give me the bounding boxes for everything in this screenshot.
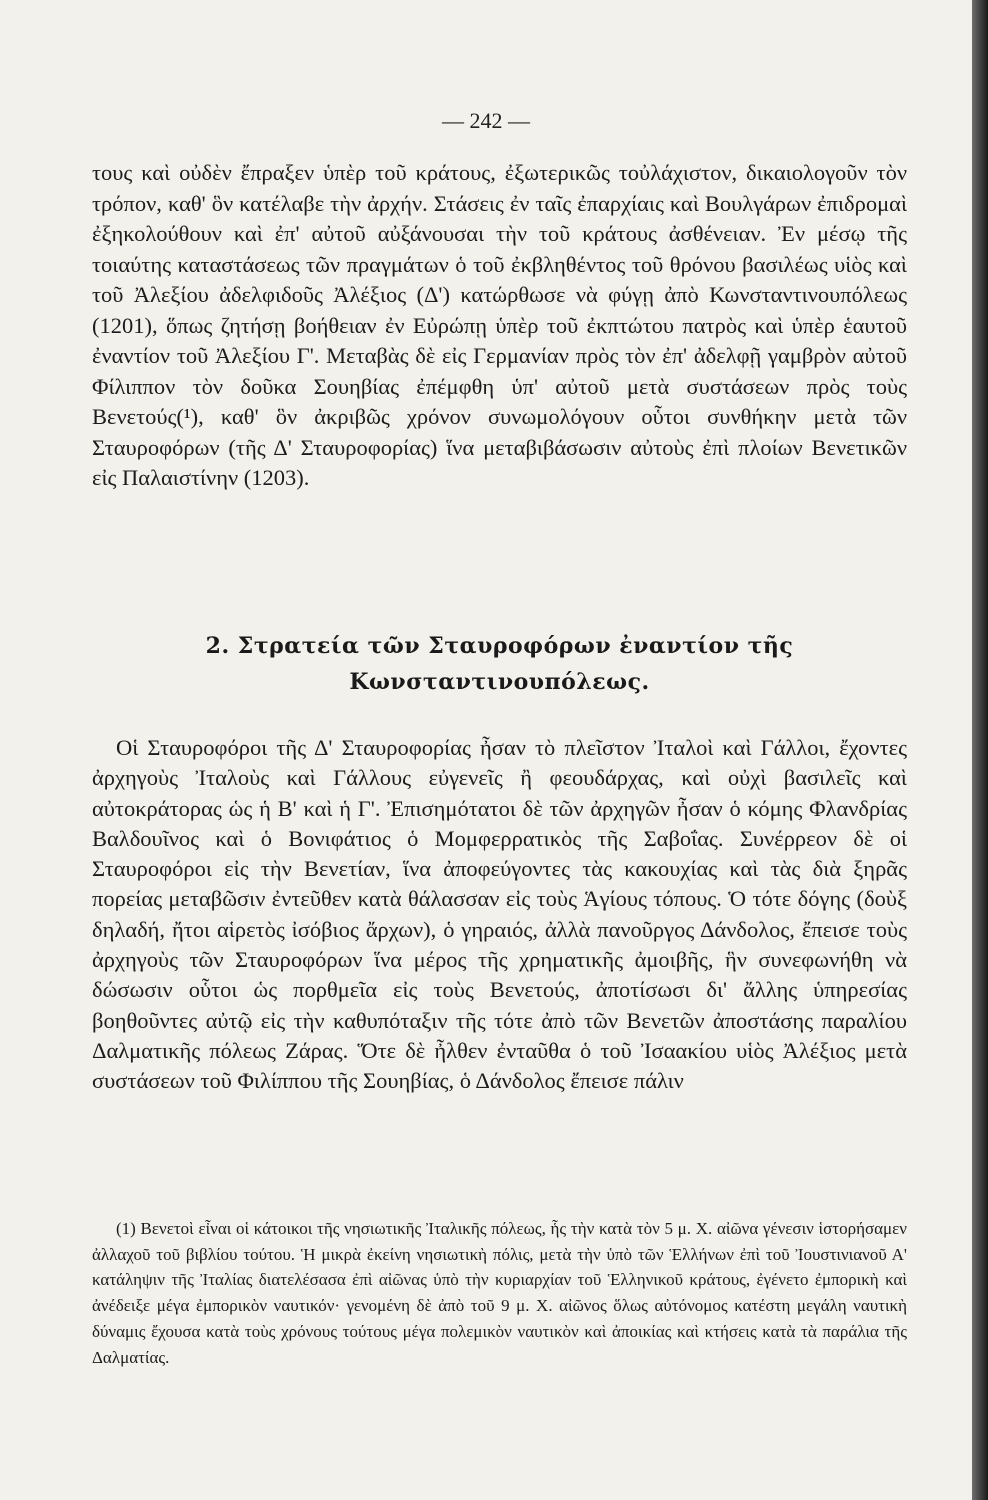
section-title-line-1: 2. Στρατεία τῶν Σταυροφόρων ἐναντίον τῆς [205, 633, 794, 659]
section-title-line-2: Κωνσταντινουπόλεως. [349, 669, 650, 695]
scan-edge [972, 0, 988, 1500]
paragraph-2: Οἱ Σταυροφόροι τῆς Δ' Σταυροφορίας ἦσαν τὸ πλεῖστον Ἰταλοὶ καὶ Γάλλοι, ἔχοντες ἀρχηγοὺς Ἰταλοὺς καὶ Γάλλους εὐγενεῖς ἢ φεουδάρχας, καὶ οὐχὶ βασιλεῖς καὶ αὐτοκράτορας ὡς ἡ Β' καὶ ἡ Γ'. Ἐπισημότατοι δὲ τῶν ἀρχηγῶν ἦσαν ὁ κόμης Φλανδρίας Βαλδουῖνος καὶ ὁ Βονιφάτιος ὁ Μομφερρατικὸς τῆς Σαβοΐας. Συνέρρεον δὲ οἱ Σταυροφόροι εἰς τὴν Βενετίαν, ἵνα ἀποφεύγοντες τὰς κακουχίας καὶ τὰς διὰ ξηρᾶς πορείας μεταβῶσιν ἐντεῦθεν κατὰ θάλασσαν εἰς τοὺς Ἁγίους τόπους. Ὁ τότε δόγης (δοὺξ δηλαδή, ἤτοι αἱρετὸς ἰσόβιος ἄρχων), ὁ γηραιός, ἀλλὰ πανοῦργος Δάνδολος, ἔπεισε τοὺς ἀρχηγοὺς τῶν Σταυροφόρων ἵνα μέρος τῆς χρηματικῆς ἀμοιβῆς, ἣν συνεφωνήθη νὰ δώσωσιν οὗτοι ὡς πορθμεῖα εἰς τοὺς Βενετούς, ἀποτίσωσι δι' ἄλλης ὑπηρεσίας βοηθοῦντες αὐτῷ εἰς τὴν καθυπόταξιν τῆς τότε ἀπὸ τῶν Βενετῶν ἀποστάσης παραλίου Δαλματικῆς πόλεως Ζάρας. Ὅτε δὲ ἦλθεν ἐνταῦθα ὁ τοῦ Ἰσαακίου υἱὸς Ἀλέξιος μετὰ συστάσεων τοῦ Φιλίππου τῆς Σουηβίας, ὁ Δάνδολος ἔπεισε πάλιν [92, 735, 907, 1094]
page-number: — 242 — [442, 108, 530, 133]
section-title [92, 628, 907, 700]
footnote: (1) Βενετοὶ εἶναι οἱ κάτοικοι τῆς νησιωτικῆς Ἰταλικῆς πόλεως, ἧς τὴν κατὰ τὸν 5 μ. Χ. αἰῶνα γένεσιν ἱστορήσαμεν ἀλλαχοῦ τοῦ βιβλίου τούτου. Ἡ μικρὰ ἐκείνη νησιωτικὴ πόλις, μετὰ τὴν ὑπὸ τῶν Ἑλλήνων ἐπὶ τοῦ Ἰουστινιανοῦ Α' κατάληψιν τῆς Ἰταλίας διατελέσασα ἐπὶ αἰῶνας ὑπὸ τὴν κυριαρχίαν τοῦ Ἑλληνικοῦ κράτους, ἐγένετο ἐμπορικὴ καὶ ἀνέδειξε μέγα ἐμπορικὸν ναυτικόν· γενομένη δὲ ἀπὸ τοῦ 9 μ. Χ. αἰῶνος ὅλως αὐτόνομος κατέστη μεγάλη ναυτικὴ δύναμις ἔχουσα κατὰ τοὺς χρόνους τούτους μέγα πολεμικὸν ναυτικὸν καὶ ἀποικίας καὶ κτήσεις κατὰ τὰ παράλια τῆς Δαλματίας. [92, 1219, 907, 1367]
paragraph-1: τους καὶ οὐδὲν ἔπραξεν ὑπὲρ τοῦ κράτους, ἐξωτερικῶς τοὐλάχιστον, δικαιολογοῦν τὸν τρόπον, καθ' ὃν κατέλαβε τὴν ἀρχήν. Στάσεις ἐν ταῖς ἐπαρχίαις καὶ Βουλγάρων ἐπιδρομαὶ ἐξηκολούθουν καὶ ἐπ' αὐτοῦ αὐξάνουσαι τὴν τοῦ κράτους ἀσθένειαν. Ἐν μέσῳ τῆς τοιαύτης καταστάσεως τῶν πραγμάτων ὁ τοῦ ἐκβληθέντος τοῦ θρόνου βασιλέως υἱὸς καὶ τοῦ Ἀλεξίου ἀδελφιδοῦς Ἀλέξιος (Δ') κατώρθωσε νὰ φύγῃ ἀπὸ Κωνσταντινουπόλεως (1201), ὅπως ζητήσῃ βοήθειαν ἐν Εὐρώπῃ ὑπὲρ τοῦ ἐκπτώτου πατρὸς καὶ ὑπὲρ ἑαυτοῦ ἐναντίον τοῦ Ἀλεξίου Γ'. Μεταβὰς δὲ εἰς Γερμανίαν πρὸς τὸν ἐπ' ἀδελφῇ γαμβρὸν αὐτοῦ Φίλιππον τὸν δοῦκα Σουηβίας ἐπέμφθη ὑπ' αὐτοῦ μετὰ συστάσεων πρὸς τοὺς Βενετούς(¹), καθ' ὃν ἀκριβῶς χρόνον συνωμολόγουν οὗτοι συνθήκην μετὰ τῶν Σταυροφόρων (τῆς Δ' Σταυροφορίας) ἵνα μεταβιβάσωσιν αὐτοὺς ἐπὶ πλοίων Βενετικῶν εἰς Παλαιστίνην (1203). [92, 160, 907, 490]
